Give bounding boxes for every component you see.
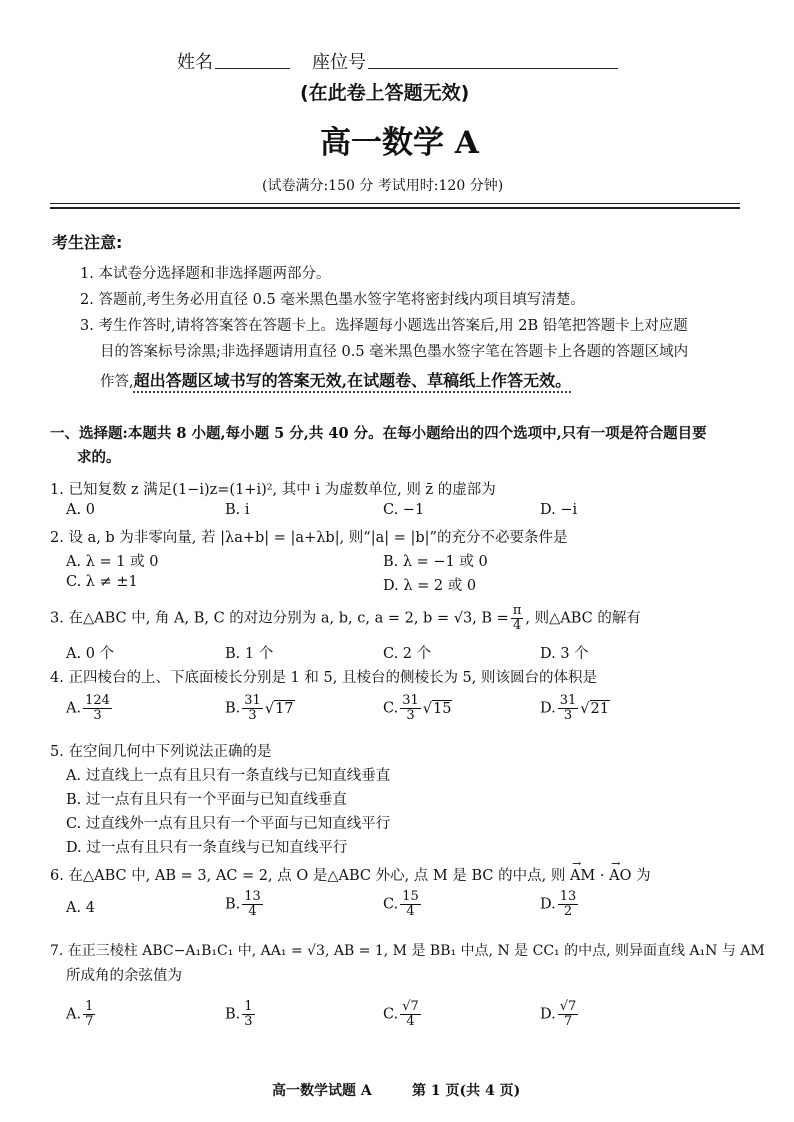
footer-page-number: 第 1 页(共 4 页) [412, 1083, 521, 1099]
q1-option-a: A. 0 [66, 502, 95, 518]
q4-b-frac [242, 694, 263, 723]
q6-b-label: B. [225, 896, 241, 913]
note-3: 3. 考生作答时,请将答案答在答题卡上。选择题每小题选出答案后,用 2B 铅笔把答题卡上对应题 [80, 318, 688, 334]
q7-d-frac [558, 1000, 579, 1029]
q6-c-frac [400, 890, 421, 919]
q3-stem-pre: 3. 在△ABC 中, 角 A, B, C 的对边分别为 a, b, c, a = 2, b = √3, B = [50, 610, 509, 627]
note-3-prefix: 作答, [100, 374, 134, 390]
q4-c-num: 31 [402, 693, 419, 708]
note-2: 2. 答题前,考生务必用直径 0.5 毫米黑色墨水签字笔将密封线内项目填写清楚。 [80, 292, 585, 308]
q4-c-frac [400, 694, 421, 723]
q7-b-label: B. [225, 1006, 241, 1023]
q3-option-c: C. 2 个 [383, 646, 432, 662]
q7-d-den: 7 [563, 1014, 573, 1029]
q3-fraction [511, 604, 524, 633]
q1-option-d: D. −i [540, 502, 578, 518]
q6-option-a: A. 4 [66, 900, 95, 916]
q7-a-den: 7 [85, 1014, 94, 1029]
q2-option-c: C. λ ≠ ±1 [66, 574, 138, 590]
q3-option-a: A. 0 个 [66, 646, 115, 662]
q5-option-a: A. 过直线上一点有且只有一条直线与已知直线垂直 [66, 768, 391, 784]
q6-c-label: C. [383, 896, 399, 913]
q6-b-num: 13 [244, 889, 261, 904]
q7-a-label: A. [66, 1006, 82, 1023]
q7-stem: 7. 在正三棱柱 ABC−A₁B₁C₁ 中, AA₁ = √3, AB = 1, M 是 BB₁ 中点, N 是 CC₁ 的中点, 则异面直线 A₁N 与 AM [50, 943, 765, 959]
q6-d-den: 2 [563, 904, 573, 919]
q4-d-label: D. [540, 700, 556, 717]
q6-c-den: 4 [406, 904, 415, 919]
q7-option-b [225, 1000, 257, 1029]
header-rule-bottom [50, 207, 740, 209]
q7-b-frac [242, 1000, 254, 1029]
seat-label: 座位号 [312, 52, 366, 73]
q3-option-b: B. 1 个 [225, 646, 274, 662]
q4-b-den: 3 [248, 708, 257, 723]
q4-d-sqrt: √21 [580, 700, 609, 717]
q6-vector-am: → AM [570, 868, 595, 884]
q3-frac-num: π [512, 603, 522, 618]
q5-stem: 5. 在空间几何中下列说法正确的是 [50, 744, 272, 760]
section1-heading-cont: 求的。 [77, 449, 121, 466]
q4-a-den: 3 [93, 708, 102, 723]
q4-option-d [540, 694, 610, 723]
q6-option-b [225, 890, 265, 919]
q6-vector-ao: → AO [609, 868, 631, 884]
q7-option-a [66, 1000, 97, 1029]
q1-option-c: C. −1 [383, 502, 425, 518]
q7-option-c [383, 1000, 423, 1029]
q7-b-num: 1 [244, 999, 253, 1014]
q2-option-d: D. λ = 2 或 0 [383, 578, 477, 594]
q7-d-num: √7 [559, 999, 577, 1014]
q4-b-num: 31 [244, 693, 261, 708]
q6-stem-pre: 6. 在△ABC 中, AB = 3, AC = 2, 点 O 是△ABC 外心, 点 M 是 BC 的中点, 则 [50, 868, 566, 884]
q6-d-frac [558, 890, 579, 919]
q4-a-num: 124 [85, 693, 110, 708]
q6-d-label: D. [540, 896, 556, 913]
q4-d-rad: 21 [590, 700, 609, 717]
q4-c-sqrt: √15 [422, 700, 452, 717]
q6-d-num: 13 [559, 889, 577, 904]
q7-stem-cont: 所成角的余弦值为 [66, 968, 182, 984]
q4-b-sqrt: √17 [264, 700, 294, 717]
q2-option-a: A. λ = 1 或 0 [66, 554, 159, 570]
notes-heading: 考生注意: [52, 233, 123, 252]
q1-stem: 1. 已知复数 z 满足(1−i)z=(1+i)², 其中 i 为虚数单位, 则 z̄ 的虚部为 [50, 482, 496, 498]
q4-c-rad: 15 [432, 700, 452, 717]
q3-stem-post: , 则△ABC 的解有 [525, 610, 641, 627]
q6-b-frac [242, 890, 263, 919]
footer-subject: 高一数学试题 A [272, 1083, 372, 1099]
note-3-emphasis: 超出答题区域书写的答案无效,在试题卷、草稿纸上作答无效。 [133, 371, 572, 390]
q3-option-d: D. 3 个 [540, 646, 589, 662]
note-3-end [100, 368, 571, 391]
note-3-cont: 目的答案标号涂黑;非选择题请用直径 0.5 毫米黑色墨水签字笔在答题卡上各题的答题区域内 [100, 344, 689, 360]
q4-c-den: 3 [406, 708, 415, 723]
q3-stem [50, 604, 641, 633]
q5-option-c: C. 过直线外一点有且只有一个平面与已知直线平行 [66, 816, 391, 832]
invalid-note: (在此卷上答题无效) [300, 82, 470, 104]
q4-option-b [225, 694, 295, 723]
q4-d-num: 31 [559, 693, 577, 708]
q4-a-frac [83, 694, 112, 723]
q5-option-b: B. 过一点有且只有一个平面与已知直线垂直 [66, 792, 347, 808]
q6-dot: · [599, 868, 605, 884]
q4-option-c [383, 694, 452, 723]
q4-option-a [66, 694, 114, 723]
q4-stem: 4. 正四棱台的上、下底面棱长分别是 1 和 5, 且棱台的侧棱长为 5, 则该圆台的体积是 [50, 670, 597, 686]
q5-option-d: D. 过一点有且只有一条直线与已知直线平行 [66, 840, 348, 856]
q6-stem [50, 864, 651, 885]
q7-c-label: C. [383, 1006, 399, 1023]
q7-b-den: 3 [244, 1014, 253, 1029]
q4-d-den: 3 [563, 708, 573, 723]
q4-b-label: B. [225, 700, 241, 717]
q6-b-den: 4 [248, 904, 257, 919]
q6-option-d [540, 890, 580, 919]
q7-c-den: 4 [406, 1014, 415, 1029]
seat-blank [368, 50, 618, 69]
page-title: 高一数学 A [320, 125, 479, 161]
q4-d-frac [558, 694, 579, 723]
q7-option-d [540, 1000, 580, 1029]
q2-option-b: B. λ = −1 或 0 [383, 554, 488, 570]
name-blank [215, 50, 290, 69]
name-label: 姓名 [177, 52, 213, 73]
q4-c-label: C. [383, 700, 399, 717]
q3-frac-den: 4 [512, 618, 522, 633]
q4-b-rad: 17 [275, 700, 294, 717]
exam-info: (试卷满分:150 分 考试用时:120 分钟) [262, 178, 504, 194]
q6-c-num: 15 [402, 889, 419, 904]
q7-c-num: √7 [402, 999, 419, 1014]
q7-c-frac [400, 1000, 421, 1029]
q6-stem-post: 为 [636, 868, 651, 884]
q4-a-label: A. [66, 700, 82, 717]
section1-heading: 一、选择题:本题共 8 小题,每小题 5 分,共 40 分。在每小题给出的四个选项中,只有一项是符合题目要 [50, 425, 707, 442]
q1-option-b: B. i [225, 502, 250, 518]
q7-a-num: 1 [85, 999, 94, 1014]
note-1: 1. 本试卷分选择题和非选择题两部分。 [80, 266, 331, 282]
q6-option-c [383, 890, 423, 919]
q7-d-label: D. [540, 1006, 556, 1023]
header-rule-top [50, 203, 740, 204]
q2-stem: 2. 设 a, b 为非零向量, 若 |λa+b| = |a+λb|, 则“|a| = |b|”的充分不必要条件是 [50, 530, 568, 546]
q7-a-frac [83, 1000, 95, 1029]
